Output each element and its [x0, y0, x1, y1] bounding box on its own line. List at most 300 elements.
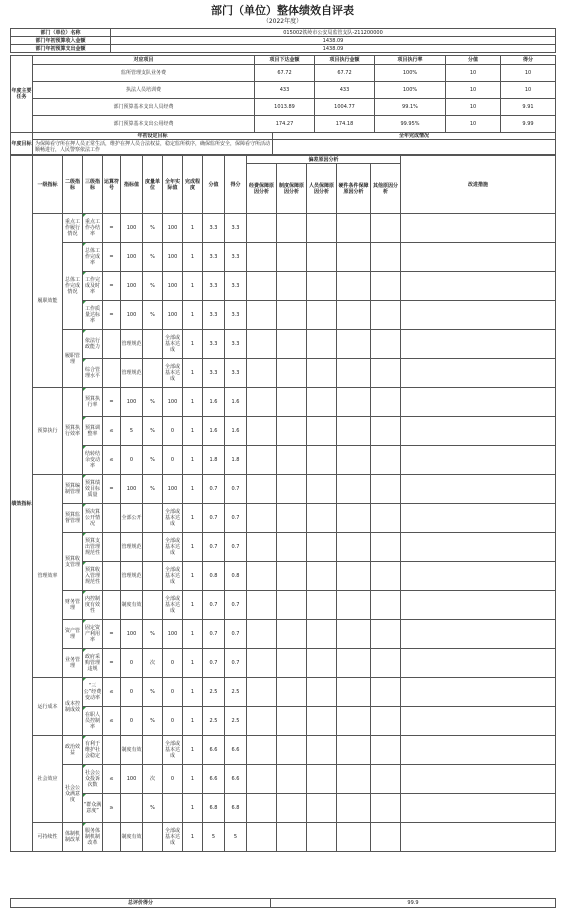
score: 0.8 [203, 562, 225, 591]
unit: % [143, 446, 163, 475]
deviation-cell [247, 823, 277, 852]
completion: 1 [183, 765, 203, 794]
task-cell: 9.99 [501, 116, 556, 133]
table-row [11, 562, 556, 591]
unit: % [143, 388, 163, 417]
unit-name-value: 015002铁岭市公安局监管支队-211200000 [111, 29, 556, 37]
actual-value: 全部或基本达成 [163, 533, 183, 562]
table-row [11, 823, 556, 852]
measures-cell [401, 678, 556, 707]
deviation-cell [277, 504, 307, 533]
deviation-cell [247, 301, 277, 330]
header-level3: 三级指标 [83, 156, 103, 214]
level2-indicator: 体制机制改革 [63, 823, 83, 852]
points: 1.6 [225, 417, 247, 446]
unit [143, 823, 163, 852]
score: 6.8 [203, 794, 225, 823]
deviation-cell [307, 765, 337, 794]
deviation-cell [371, 765, 401, 794]
deviation-cell [247, 533, 277, 562]
completion: 1 [183, 823, 203, 852]
measures-cell [401, 330, 556, 359]
points: 6.6 [225, 736, 247, 765]
operator: ≤ [103, 446, 121, 475]
measures-cell [401, 533, 556, 562]
operator [103, 359, 121, 388]
task-cell: 1013.89 [255, 99, 315, 116]
deviation-cell [247, 620, 277, 649]
level1-indicator: 社会效应 [33, 736, 63, 823]
target-value: 0 [121, 446, 143, 475]
points: 3.3 [225, 214, 247, 243]
task-cell: 67.72 [315, 65, 375, 82]
actual-value: 100 [163, 388, 183, 417]
points: 2.5 [225, 707, 247, 736]
deviation-cell [371, 417, 401, 446]
completion: 1 [183, 591, 203, 620]
deviation-cell [307, 301, 337, 330]
deviation-cell [371, 620, 401, 649]
deviation-cell [247, 446, 277, 475]
table-row [11, 214, 556, 243]
task-cell: 433 [315, 82, 375, 99]
target-value: 100 [121, 243, 143, 272]
level3-indicator: 工作完成及时率 [83, 272, 103, 301]
deviation-cell [307, 272, 337, 301]
target-value: 制度有效 [121, 823, 143, 852]
level2-indicator: 成本控制成效 [63, 678, 83, 736]
level3-indicator: “三公”经费变动率 [83, 678, 103, 707]
task-cell: 10 [446, 65, 501, 82]
header-points: 得分 [225, 156, 247, 214]
task-cell: 100% [375, 82, 446, 99]
level3-indicator: 总体工作完成率 [83, 243, 103, 272]
unit: % [143, 272, 163, 301]
target-value: 100 [121, 388, 143, 417]
target-value: 100 [121, 620, 143, 649]
deviation-cell [277, 272, 307, 301]
level3-indicator: 工作质量达标率 [83, 301, 103, 330]
table-row [11, 533, 556, 562]
operator: ≤ [103, 765, 121, 794]
level2-indicator: 总体工作完成情况 [63, 243, 83, 330]
page-subtitle: （2022年度） [262, 18, 303, 25]
level1-indicator: 可持续性 [33, 823, 63, 852]
deviation-cell [307, 214, 337, 243]
table-row [11, 794, 556, 823]
target-value: 管理规范 [121, 533, 143, 562]
table-row [11, 359, 556, 388]
level2-indicator: 政治效益 [63, 736, 83, 765]
tasks-header: 项目执行金额 [315, 56, 375, 65]
actual-value: 全部或基本达成 [163, 504, 183, 533]
deviation-cell [247, 359, 277, 388]
deviation-cell [371, 504, 401, 533]
completion: 1 [183, 359, 203, 388]
deviation-cell [371, 678, 401, 707]
deviation-cell [307, 243, 337, 272]
target-value: 100 [121, 765, 143, 794]
header-target: 指标值 [121, 156, 143, 214]
deviation-cell [247, 765, 277, 794]
score: 6.6 [203, 765, 225, 794]
level3-indicator: 依法行政能力 [83, 330, 103, 359]
header-actual: 全年实际值 [163, 156, 183, 214]
actual-value: 0 [163, 678, 183, 707]
header-dev-other: 其他原因分析 [371, 164, 401, 214]
points: 0.7 [225, 533, 247, 562]
task-cell: 部门预算基本支出人员经费 [33, 99, 255, 116]
deviation-cell [307, 446, 337, 475]
deviation-cell [277, 417, 307, 446]
deviation-cell [371, 736, 401, 765]
deviation-cell [247, 707, 277, 736]
points: 0.7 [225, 649, 247, 678]
points: 3.3 [225, 301, 247, 330]
tasks-table [10, 55, 556, 133]
completion: 1 [183, 620, 203, 649]
measures-cell [401, 301, 556, 330]
measures-cell [401, 417, 556, 446]
deviation-cell [247, 678, 277, 707]
deviation-cell [371, 243, 401, 272]
table-row [11, 591, 556, 620]
score: 6.6 [203, 736, 225, 765]
score: 0.7 [203, 591, 225, 620]
table-row [11, 243, 556, 272]
operator: = [103, 272, 121, 301]
total-value: 99.9 [271, 899, 556, 908]
deviation-cell [337, 475, 371, 504]
goals-header-left: 年初设定目标 [33, 133, 273, 140]
score: 3.3 [203, 272, 225, 301]
goals-header-right: 全年完成情况 [273, 133, 556, 140]
header-dev-funding: 经费保障原因分析 [247, 164, 277, 214]
actual-value: 全部或基本达成 [163, 736, 183, 765]
deviation-cell [247, 417, 277, 446]
deviation-cell [307, 359, 337, 388]
actual-value: 0 [163, 707, 183, 736]
deviation-cell [247, 243, 277, 272]
unit: % [143, 707, 163, 736]
header-level1: 一级指标 [33, 156, 63, 214]
target-value [121, 794, 143, 823]
score: 3.3 [203, 330, 225, 359]
measures-cell [401, 649, 556, 678]
header-dev-hardware: 硬件条件保障原因分析 [337, 164, 371, 214]
deviation-cell [371, 707, 401, 736]
completion: 1 [183, 301, 203, 330]
level1-indicator: 运行成本 [33, 678, 63, 736]
actual-value: 全部或基本达成 [163, 359, 183, 388]
deviation-cell [247, 214, 277, 243]
score: 5 [203, 823, 225, 852]
actual-value: 0 [163, 417, 183, 446]
target-value: 管理规范 [121, 330, 143, 359]
actual-value: 100 [163, 475, 183, 504]
operator: ≤ [103, 417, 121, 446]
deviation-cell [307, 794, 337, 823]
score: 3.3 [203, 243, 225, 272]
operator: = [103, 475, 121, 504]
table-row [11, 330, 556, 359]
level2-indicator: 重点工作履行情况 [63, 214, 83, 243]
task-row [11, 116, 556, 133]
level2-indicator: 预算执行效率 [63, 388, 83, 475]
unit: % [143, 794, 163, 823]
level3-indicator: 预决算公开情况 [83, 504, 103, 533]
total-label: 总评价得分 [11, 899, 271, 908]
deviation-cell [337, 707, 371, 736]
operator: = [103, 649, 121, 678]
deviation-cell [277, 533, 307, 562]
task-cell: 10 [446, 116, 501, 133]
operator: = [103, 620, 121, 649]
level3-indicator: 内控制度有效性 [83, 591, 103, 620]
operator [103, 330, 121, 359]
table-row [11, 649, 556, 678]
deviation-cell [337, 620, 371, 649]
measures-cell [401, 794, 556, 823]
score: 2.5 [203, 707, 225, 736]
actual-value: 全部或基本达成 [163, 591, 183, 620]
level3-indicator: 在职人员控制率 [83, 707, 103, 736]
unit: 次 [143, 765, 163, 794]
task-cell: 10 [446, 99, 501, 116]
table-row [11, 736, 556, 765]
points: 3.3 [225, 330, 247, 359]
deviation-cell [337, 417, 371, 446]
target-value: 0 [121, 649, 143, 678]
tasks-header: 项目下达金额 [255, 56, 315, 65]
level3-indicator: 综合管理水平 [83, 359, 103, 388]
task-cell: 10 [501, 65, 556, 82]
level3-indicator: 固定资产利用率 [83, 620, 103, 649]
actual-value: 0 [163, 649, 183, 678]
level2-indicator: 资产管理 [63, 620, 83, 649]
score: 0.7 [203, 620, 225, 649]
score: 3.3 [203, 214, 225, 243]
level2-indicator: 履职管理 [63, 330, 83, 388]
operator: ≥ [103, 794, 121, 823]
points: 0.8 [225, 562, 247, 591]
actual-value: 100 [163, 301, 183, 330]
table-row [11, 504, 556, 533]
task-cell: 1004.77 [315, 99, 375, 116]
deviation-cell [307, 562, 337, 591]
deviation-cell [337, 330, 371, 359]
completion: 1 [183, 794, 203, 823]
info-table [10, 28, 556, 53]
level3-indicator: 政府采购管理违规 [83, 649, 103, 678]
level2-indicator: 预算编制管理 [63, 475, 83, 504]
task-cell: 监所管理支队业务费 [33, 65, 255, 82]
task-row [11, 99, 556, 116]
actual-value: 全部或基本达成 [163, 330, 183, 359]
task-cell: 174.27 [255, 116, 315, 133]
target-value: 100 [121, 272, 143, 301]
perf-section-label: 绩效指标 [11, 156, 33, 852]
actual-value: 全部或基本达成 [163, 562, 183, 591]
measures-cell [401, 620, 556, 649]
deviation-cell [337, 794, 371, 823]
measures-cell [401, 388, 556, 417]
level2-indicator: 财务管理 [63, 591, 83, 620]
deviation-cell [247, 736, 277, 765]
target-value: 制度有效 [121, 736, 143, 765]
operator [103, 823, 121, 852]
header-score: 分值 [203, 156, 225, 214]
unit [143, 591, 163, 620]
operator: = [103, 243, 121, 272]
table-row [11, 446, 556, 475]
operator [103, 591, 121, 620]
deviation-cell [277, 330, 307, 359]
points: 5 [225, 823, 247, 852]
target-value: 0 [121, 678, 143, 707]
completion: 1 [183, 330, 203, 359]
deviation-cell [307, 504, 337, 533]
header-level2: 二级指标 [63, 156, 83, 214]
deviation-cell [277, 794, 307, 823]
deviation-cell [371, 823, 401, 852]
deviation-cell [337, 504, 371, 533]
completion: 1 [183, 272, 203, 301]
deviation-cell [247, 562, 277, 591]
performance-table [10, 155, 556, 852]
task-cell: 174.18 [315, 116, 375, 133]
table-row [11, 678, 556, 707]
measures-cell [401, 823, 556, 852]
deviation-cell [307, 417, 337, 446]
task-cell: 执法人员培训费 [33, 82, 255, 99]
deviation-cell [371, 446, 401, 475]
points: 6.6 [225, 765, 247, 794]
operator [103, 504, 121, 533]
points: 6.8 [225, 794, 247, 823]
deviation-cell [307, 533, 337, 562]
level2-indicator: 业务管理 [63, 649, 83, 678]
task-cell: 100% [375, 65, 446, 82]
score: 3.3 [203, 301, 225, 330]
unit [143, 359, 163, 388]
income-value: 1438.09 [111, 37, 556, 45]
unit: % [143, 243, 163, 272]
score: 1.6 [203, 388, 225, 417]
score: 0.7 [203, 504, 225, 533]
deviation-cell [337, 243, 371, 272]
table-row [11, 707, 556, 736]
deviation-cell [371, 214, 401, 243]
operator: = [103, 301, 121, 330]
measures-cell [401, 359, 556, 388]
target-value: 0 [121, 707, 143, 736]
actual-value: 100 [163, 620, 183, 649]
table-row [11, 417, 556, 446]
tasks-header: 项目执行率 [375, 56, 446, 65]
header-unit: 度量单位 [143, 156, 163, 214]
deviation-cell [337, 678, 371, 707]
actual-value: 100 [163, 272, 183, 301]
deviation-cell [371, 330, 401, 359]
deviation-cell [337, 533, 371, 562]
level2-indicator: 预算监督管理 [63, 504, 83, 533]
points: 3.3 [225, 359, 247, 388]
tasks-header: 分值 [446, 56, 501, 65]
level3-indicator: 有利于维护社会稳定 [83, 736, 103, 765]
score: 0.7 [203, 475, 225, 504]
header-completion: 完成程度 [183, 156, 203, 214]
operator: ≤ [103, 707, 121, 736]
unit: % [143, 214, 163, 243]
level3-indicator: 结转结余变动率 [83, 446, 103, 475]
deviation-cell [247, 649, 277, 678]
measures-cell [401, 736, 556, 765]
deviation-cell [337, 823, 371, 852]
operator: = [103, 388, 121, 417]
target-value: 管理规范 [121, 359, 143, 388]
level3-indicator: 社会公众投诉次数 [83, 765, 103, 794]
unit [143, 562, 163, 591]
points: 3.3 [225, 243, 247, 272]
deviation-cell [277, 446, 307, 475]
measures-cell [401, 243, 556, 272]
deviation-cell [277, 823, 307, 852]
unit: % [143, 417, 163, 446]
level1-indicator: 预算执行 [33, 388, 63, 475]
level2-indicator: 社会公众满意度 [63, 765, 83, 823]
level1-indicator: 管理效率 [33, 475, 63, 678]
deviation-cell [337, 446, 371, 475]
deviation-cell [337, 591, 371, 620]
level1-indicator: 履职效能 [33, 214, 63, 388]
deviation-cell [277, 359, 307, 388]
deviation-cell [247, 794, 277, 823]
target-value: 制度有效 [121, 591, 143, 620]
measures-cell [401, 475, 556, 504]
task-cell: 部门预算基本支出公用经费 [33, 116, 255, 133]
deviation-cell [371, 562, 401, 591]
table-row [11, 301, 556, 330]
tasks-section-label: 年度主要任务 [11, 56, 33, 133]
header-deviation: 偏差原因分析 [247, 156, 401, 164]
operator: = [103, 214, 121, 243]
target-value: 全部公开 [121, 504, 143, 533]
deviation-cell [307, 475, 337, 504]
completion: 1 [183, 243, 203, 272]
completion: 1 [183, 533, 203, 562]
completion: 1 [183, 736, 203, 765]
unit: % [143, 301, 163, 330]
header-measures: 改进措施 [401, 156, 556, 214]
tasks-header: 得分 [501, 56, 556, 65]
deviation-cell [277, 388, 307, 417]
level3-indicator: “群众满意度” [83, 794, 103, 823]
measures-cell [401, 504, 556, 533]
goals-completion [273, 140, 556, 155]
measures-cell [401, 446, 556, 475]
table-row [11, 388, 556, 417]
deviation-cell [277, 214, 307, 243]
deviation-cell [247, 504, 277, 533]
level2-indicator: 预算收支管理 [63, 533, 83, 591]
actual-value: 100 [163, 243, 183, 272]
level3-indicator: 预算调整率 [83, 417, 103, 446]
goals-text: 为保障看守所在押人员正常生活，维护在押人员合法权益，稳定监所秩序，确保监所安全，保障看守所活动顺畅进行，人民警察依法工作 [33, 140, 273, 155]
deviation-cell [277, 243, 307, 272]
measures-cell [401, 562, 556, 591]
deviation-cell [371, 388, 401, 417]
